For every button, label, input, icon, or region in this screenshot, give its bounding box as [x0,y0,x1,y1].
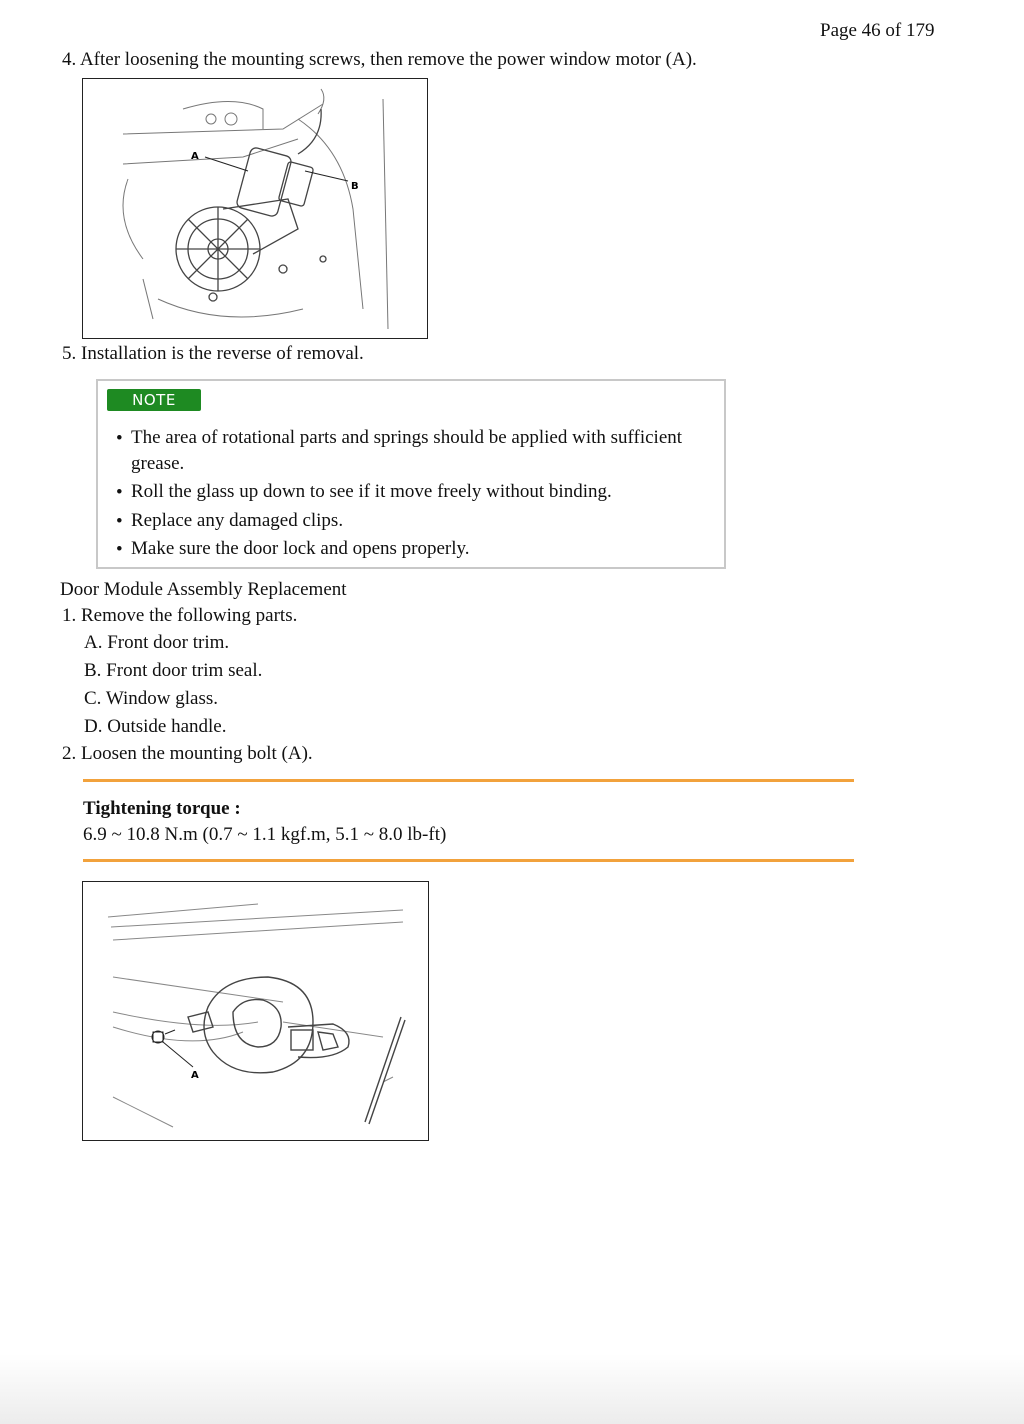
note-item: Make sure the door lock and opens properly. [131,538,470,559]
section-title: Door Module Assembly Replacement [60,579,347,600]
power-window-motor-figure [82,78,428,339]
note-item: The area of rotational parts and springs should be applied with sufficient grease. [131,427,683,474]
page-indicator: Page 46 of 179 [820,20,935,41]
torque-value: 6.9 ~ 10.8 N.m (0.7 ~ 1.1 kgf.m, 5.1 ~ 8.0 lb-ft) [83,824,447,845]
figure2-label-a: A [191,1070,199,1081]
sub-item: D. Outside handle. [84,716,227,737]
note-bullet: • [116,428,123,449]
section-step-2: 2. Loosen the mounting bolt (A). [62,743,313,764]
note-badge: NOTE [107,389,201,411]
page-bottom-shadow [0,1354,1024,1424]
note-item: Roll the glass up down to see if it move freely without binding. [131,481,612,502]
sub-item: A. Front door trim. [84,632,230,653]
step-5-text: 5. Installation is the reverse of removal. [62,343,364,364]
note-bullet: • [116,482,123,503]
note-item: Replace any damaged clips. [131,510,344,531]
sub-item: C. Window glass. [84,688,219,709]
section-step-1: 1. Remove the following parts. [62,605,298,626]
motor-illustration [83,79,426,337]
torque-top-rule [83,779,854,782]
sub-item: B. Front door trim seal. [84,660,263,681]
step-4-text: 4. After loosening the mounting screws, then remove the power window motor (A). [62,49,697,70]
door-module-illustration [83,882,427,1139]
door-module-bolt-figure [82,881,429,1141]
torque-bottom-rule [83,859,854,862]
note-bullet: • [116,511,123,532]
note-box [96,379,726,569]
figure1-label-b: B [351,181,359,192]
note-bullet: • [116,539,123,560]
figure1-label-a: A [191,151,199,162]
torque-label: Tightening torque : [83,798,241,819]
